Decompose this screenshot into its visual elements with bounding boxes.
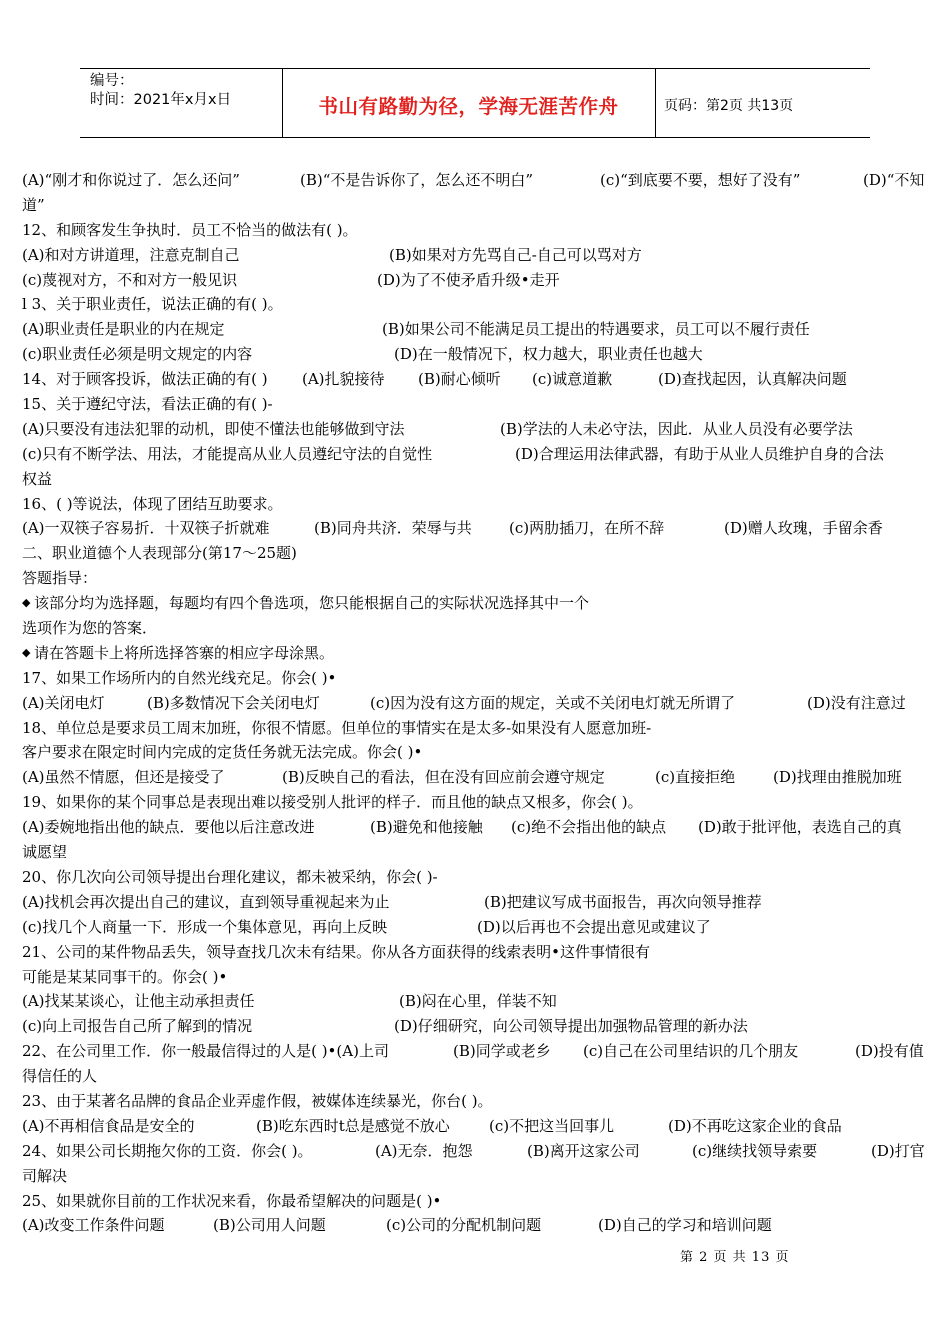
- header-motto: 书山有路勤为径，学海无涯苦作舟: [318, 95, 619, 118]
- line-text: 可能是某某同事干的。你会( )•: [22, 967, 228, 986]
- option-text: (B)同舟共济．荣辱与共: [314, 519, 472, 538]
- option-text: (D)“不知: [863, 171, 925, 189]
- option-text: (B)多数情况下会关闭电灯: [147, 693, 320, 712]
- line-text: 权益: [22, 469, 53, 488]
- option-text: (D)为了不使矛盾升级•走开: [377, 270, 560, 289]
- text-line: [22, 890, 932, 915]
- option-text: (D)自己的学习和培训问题: [598, 1216, 772, 1235]
- text-line: [22, 367, 932, 392]
- text-line: [22, 193, 932, 218]
- text-line: [22, 915, 932, 940]
- line-text: (A)虽然不情愿，但还是接受了: [22, 768, 225, 787]
- option-text: (D)不再吃这家企业的食品: [668, 1116, 842, 1135]
- option-text: (D)在一般情况下，权力越大，职业责任也越大: [394, 345, 703, 364]
- text-line: [22, 1014, 932, 1039]
- text-line: [22, 1039, 932, 1064]
- line-text: (c)向上司报告自己所了解到的情况: [22, 1017, 253, 1036]
- text-line: [22, 591, 932, 616]
- line-text: 24、如果公司长期拖欠你的工资．你会( )。: [22, 1141, 313, 1160]
- option-text: (D)赠人玫瑰，手留余香: [724, 519, 883, 538]
- line-text: (A)只要没有违法犯罪的动机，即使不懂法也能够做到守法: [22, 419, 405, 438]
- text-line: [22, 417, 932, 442]
- option-text: (c)绝不会指出他的缺点: [511, 818, 667, 837]
- option-text: (B)闷在心里，佯装不知: [399, 992, 557, 1011]
- text-line: [22, 1139, 932, 1164]
- text-line: [22, 740, 932, 765]
- line-text: (c)职业责任必须是明文规定的内容: [22, 345, 253, 364]
- option-text: (D)敢于批评他，表选自己的真: [698, 818, 902, 837]
- page-footer: 第 2 页 共 13 页: [680, 1250, 790, 1265]
- line-text: 25、如果就你目前的工作状况来看，你最希望解决的问题是( )•: [22, 1191, 442, 1210]
- option-text: (B)同学或老乡: [453, 1042, 551, 1061]
- option-text: 请在答题卡上将所选择答寨的相应字母涂黑。: [34, 643, 335, 662]
- header-page-label: 页码：第2页 共13页: [664, 98, 794, 114]
- line-text: (A)关闭电灯: [22, 693, 105, 712]
- line-text: 诚愿望: [22, 843, 68, 862]
- line-text: l 3、关于职业责任，说法正确的有( )。: [22, 295, 283, 314]
- option-text: (B)离开这家公司: [527, 1141, 640, 1160]
- text-line: [22, 168, 932, 193]
- option-text: (c)直接拒绝: [655, 768, 736, 787]
- option-text: (c)公司的分配机制问题: [386, 1216, 542, 1235]
- line-text: 20、你几次向公司领导提出台理化建议，都未被采纳，你会( )-: [22, 867, 438, 886]
- option-text: (A)扎貌接待: [302, 370, 385, 389]
- text-line: [22, 989, 932, 1014]
- option-text: (B)反映自己的看法，但在没有回应前会遵守规定: [282, 768, 605, 787]
- line-text: (A)找机会再次提出自己的建议，直到领导重视起来为止: [22, 892, 390, 911]
- line-text: 19、如果你的某个同事总是表现出难以接受别人批评的样子．而且他的缺点又根多，你会( )。: [22, 793, 643, 812]
- line-text: (c)只有不断学法、用法，才能提高从业人员遵纪守法的自觉性: [22, 444, 433, 463]
- option-text: (D)打官: [871, 1141, 925, 1160]
- line-text: 道”: [22, 195, 45, 214]
- option-text: (A)无奈．抱怨: [375, 1141, 473, 1160]
- option-text: (B)公司用人问题: [213, 1216, 326, 1235]
- option-text: (D)投有值: [855, 1042, 924, 1061]
- text-line: [22, 865, 932, 890]
- line-text: (A)“刚才和你说过了．怎么还问”: [22, 171, 240, 189]
- text-line: [22, 1064, 932, 1089]
- option-text: (c)继续找领导索要: [692, 1141, 818, 1160]
- option-text: (B)吃东西时t总是感觉不放心: [256, 1116, 450, 1135]
- option-text: (c)不把这当回事儿: [489, 1116, 615, 1135]
- option-text: (c)自己在公司里结识的几个朋友: [583, 1042, 799, 1061]
- text-line: [22, 1114, 932, 1139]
- line-text: (A)一双筷子容易折．十双筷子折就难: [22, 519, 270, 538]
- text-line: [22, 541, 932, 566]
- line-text: 12、和顾客发生争执时．员工不恰当的做法有( )。: [22, 220, 358, 239]
- text-line: [22, 1089, 932, 1114]
- option-text: (B)把建议写成书面报告，再次向领导推荐: [484, 892, 762, 911]
- page-header: [80, 68, 870, 138]
- text-line: [22, 691, 932, 716]
- text-line: [22, 268, 932, 293]
- option-text: (B)“不是告诉你了，怎么还不明白”: [300, 171, 534, 189]
- text-line: [22, 616, 932, 641]
- line-text: 14、对于顾客投诉，做法正确的有( ): [22, 370, 268, 389]
- option-text: (c)“到底要不要，想好了没有”: [600, 171, 801, 189]
- line-text: (c)蔑视对方，不和对方一般见识: [22, 270, 238, 289]
- text-line: [22, 666, 932, 691]
- option-text: (B)学法的人未必守法，因此．从业人员没有必要学法: [500, 419, 853, 438]
- line-text: 得信任的人: [22, 1067, 98, 1086]
- line-text: 16、( )等说法，体现了团结互助要求。: [22, 494, 283, 513]
- line-text: (c)找几个人商量一下．形成一个集体意见，再向上反映: [22, 917, 388, 936]
- text-line: [22, 965, 932, 990]
- text-line: [22, 317, 932, 342]
- option-text: (D)没有注意过: [807, 693, 906, 712]
- text-line: [22, 790, 932, 815]
- text-line: [22, 765, 932, 790]
- option-text: 该部分均为选择题，每题均有四个鲁选项，您只能根据自己的实际状况选择其中一个: [34, 594, 590, 613]
- option-text: (D)合理运用法律武器，有助于从业人员维护自身的合法: [515, 444, 884, 463]
- line-text: 22、在公司里工作．你一般最信得过的人是( )•(A)上司: [22, 1042, 389, 1061]
- text-line: [22, 442, 932, 467]
- option-text: (B)如果公司不能满足员工提出的特遇要求，员工可以不履行责任: [382, 320, 810, 339]
- line-text: 18、单位总是要求员工周末加班，你很不情愿。但单位的事情实在是太多-如果没有人愿意加班-: [22, 718, 652, 737]
- line-text: 司解决: [22, 1166, 68, 1185]
- line-text: 答题指导：: [22, 569, 98, 588]
- text-line: [22, 218, 932, 243]
- line-text: 选项作为您的答案．: [22, 619, 158, 638]
- option-text: (D)以后再也不会提出意见或建议了: [477, 917, 711, 936]
- text-line: [22, 342, 932, 367]
- line-text: (A)找某某谈心，让他主动承担责任: [22, 992, 255, 1011]
- text-line: [22, 292, 932, 317]
- text-line: [22, 566, 932, 591]
- line-text: (A)不再相信食品是安全的: [22, 1116, 195, 1135]
- text-line: [22, 815, 932, 840]
- header-meta: [90, 72, 231, 110]
- text-line: [22, 1164, 932, 1189]
- line-text: 21、公司的某件物品丢失，领导查找几次未有结果。你从各方面获得的线索表明•这件事情很有: [22, 942, 650, 961]
- option-text: (B)耐心倾听: [418, 370, 501, 389]
- option-text: (c)诚意道歉: [532, 370, 613, 389]
- option-text: (D)仔细研究，向公司领导提出加强物品管理的新办法: [394, 1017, 748, 1036]
- option-text: (B)避免和他接触: [370, 818, 483, 837]
- text-line: [22, 840, 932, 865]
- document-body: [22, 168, 932, 1238]
- text-line: [22, 492, 932, 517]
- option-text: (D)查找起因，认真解决问题: [658, 370, 847, 389]
- time-label: 时间：2021年x月x日: [90, 92, 232, 108]
- text-line: [22, 1189, 932, 1214]
- line-text: (A)职业责任是职业的内在规定: [22, 320, 225, 339]
- text-line: [22, 392, 932, 417]
- text-line: [22, 467, 932, 492]
- option-text: (D)找理由推脱加班: [773, 768, 902, 787]
- bullet-icon: ◆: [22, 645, 31, 659]
- header-divider: [655, 69, 656, 137]
- line-text: 23、由于某著名品牌的食品企业弄虚作假，被媒体连续暴光，你台( )。: [22, 1091, 493, 1110]
- line-text: 15、关于遵纪守法，看法正确的有( )-: [22, 395, 273, 414]
- text-line: [22, 243, 932, 268]
- serial-label: 编号：: [90, 73, 134, 89]
- text-line: [22, 641, 932, 666]
- option-text: (B)如果对方先骂自己-自己可以骂对方: [389, 245, 642, 264]
- line-text: 客户要求在限定时间内完成的定货任务就无法完成。你会( )•: [22, 743, 423, 762]
- option-text: (c)两肋插刀，在所不辞: [509, 519, 665, 538]
- option-text: (c)因为没有这方面的规定，关或不关闭电灯就无所谓了: [370, 693, 736, 712]
- text-line: [22, 716, 932, 741]
- line-text: 17、如果工作场所内的自然光线充足。你会( )•: [22, 668, 337, 687]
- bullet-icon: ◆: [22, 596, 31, 610]
- line-text: (A)改变工作条件问题: [22, 1216, 165, 1235]
- line-text: (A)委婉地指出他的缺点．要他以后注意改进: [22, 818, 315, 837]
- text-line: [22, 940, 932, 965]
- text-line: [22, 1213, 932, 1238]
- line-text: 二、职业道德个人表现部分(第17～25题): [22, 544, 297, 563]
- text-line: [22, 516, 932, 541]
- line-text: (A)和对方讲道理，注意克制自己: [22, 245, 240, 264]
